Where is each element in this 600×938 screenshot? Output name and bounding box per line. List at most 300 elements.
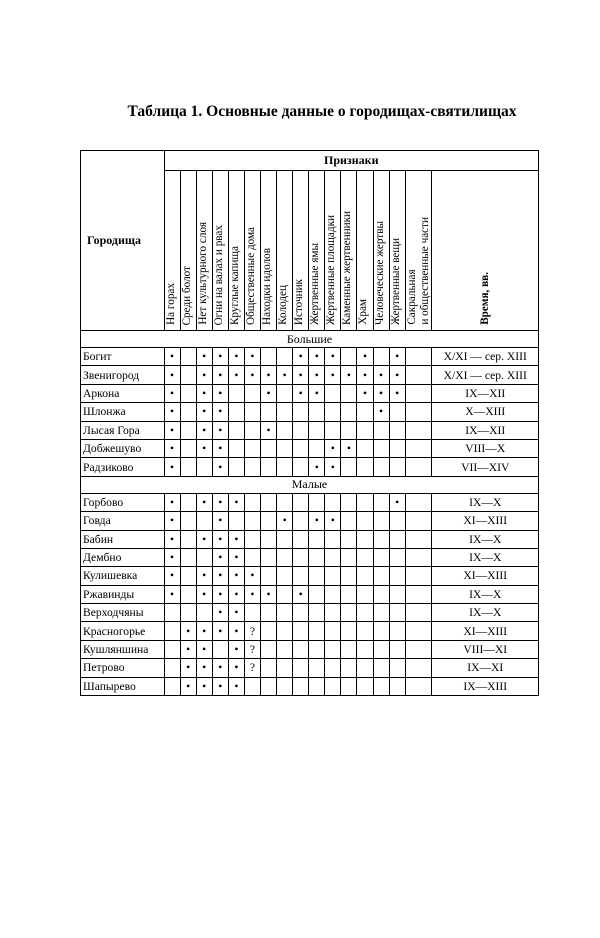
site-name: Петрово [81,659,165,677]
table-row [81,585,539,603]
table-caption: Таблица 1. Основные данные о городищах-святилищах [127,103,517,120]
site-name: Аркона [81,384,165,402]
site-time: IX—XI [432,659,539,677]
feature-mark [309,622,325,640]
feature-mark [405,421,432,439]
feature-mark: • [212,604,228,622]
feature-header-label: Колодец [277,285,290,325]
feature-header-label: Круглые капища [228,245,241,325]
feature-mark: • [196,493,212,511]
site-time: IX—X [432,493,539,511]
feature-mark [228,403,244,421]
feature-mark: • [341,366,357,384]
feature-mark [325,640,341,658]
feature-mark: • [293,384,309,402]
feature-mark [373,640,389,658]
feature-mark [260,439,276,457]
feature-mark [389,622,405,640]
feature-mark: • [228,622,244,640]
site-time: VII—XIV [432,458,539,476]
feature-mark [228,439,244,457]
feature-mark [373,548,389,566]
feature-mark [180,512,196,530]
feature-mark: • [196,640,212,658]
site-time: VIII—X [432,439,539,457]
feature-mark [277,640,293,658]
site-time: X/XI — сер. XIII [432,348,539,366]
feature-mark: • [212,439,228,457]
feature-mark [260,548,276,566]
feature-header [228,170,244,330]
feature-mark [244,439,260,457]
feature-mark [373,493,389,511]
header-time [432,170,539,330]
feature-mark [293,548,309,566]
feature-mark [325,548,341,566]
feature-mark: • [180,640,196,658]
feature-mark: • [309,512,325,530]
site-time: VIII—XI [432,640,539,658]
feature-mark [325,403,341,421]
feature-mark [373,512,389,530]
site-time: IX—X [432,604,539,622]
feature-header [212,170,228,330]
feature-mark [260,659,276,677]
feature-mark [293,421,309,439]
feature-mark [293,659,309,677]
feature-mark [341,530,357,548]
header-town: Городища [81,151,165,331]
feature-mark: • [212,421,228,439]
feature-mark [180,439,196,457]
feature-mark [228,421,244,439]
site-time: IX—X [432,585,539,603]
feature-mark [325,530,341,548]
feature-header [180,170,196,330]
feature-mark [277,677,293,695]
feature-mark [244,493,260,511]
feature-header [405,170,432,330]
site-time: XI—XIII [432,622,539,640]
feature-mark: • [196,567,212,585]
feature-mark: • [389,493,405,511]
feature-mark: • [164,512,180,530]
feature-header-label: Жертвенные ямы [309,243,322,325]
feature-mark [405,622,432,640]
feature-mark [260,512,276,530]
table-row [81,512,539,530]
feature-mark [293,640,309,658]
feature-mark [373,348,389,366]
feature-mark [244,604,260,622]
feature-mark [373,585,389,603]
feature-mark [389,640,405,658]
feature-mark: • [357,366,373,384]
table-row [81,548,539,566]
feature-mark: • [293,348,309,366]
feature-mark: • [196,439,212,457]
feature-mark [277,548,293,566]
feature-mark [309,640,325,658]
feature-mark [389,458,405,476]
feature-mark [293,604,309,622]
feature-mark: • [389,348,405,366]
feature-mark [357,512,373,530]
feature-mark: • [212,530,228,548]
feature-mark [293,458,309,476]
section-title: Малые [81,476,539,493]
feature-mark: • [212,659,228,677]
feature-mark [309,585,325,603]
feature-mark [389,677,405,695]
feature-mark: • [373,384,389,402]
feature-mark [389,548,405,566]
feature-mark: • [164,366,180,384]
feature-mark: • [212,677,228,695]
feature-mark [341,384,357,402]
feature-mark: • [244,366,260,384]
site-name: Добжешуво [81,439,165,457]
feature-mark: • [244,567,260,585]
feature-mark: • [228,604,244,622]
feature-mark [277,384,293,402]
site-name: Кулишевка [81,567,165,585]
feature-mark [309,421,325,439]
feature-mark [244,403,260,421]
feature-mark [357,530,373,548]
feature-mark [180,585,196,603]
feature-mark: • [373,403,389,421]
feature-mark [405,604,432,622]
feature-mark [309,677,325,695]
section-title: Большие [81,331,539,348]
feature-mark [260,677,276,695]
feature-mark [341,512,357,530]
feature-mark [341,677,357,695]
feature-mark [228,384,244,402]
feature-mark: • [309,458,325,476]
feature-mark: • [325,366,341,384]
site-time: XI—XIII [432,567,539,585]
feature-mark [373,604,389,622]
table-row [81,366,539,384]
feature-mark [405,493,432,511]
feature-mark: • [341,439,357,457]
feature-mark [309,659,325,677]
feature-mark [405,348,432,366]
feature-mark [164,604,180,622]
site-name: Звенигород [81,366,165,384]
feature-mark: • [180,622,196,640]
feature-header-label: Храм [357,299,370,325]
feature-mark: • [389,384,405,402]
feature-mark [357,585,373,603]
feature-mark [341,622,357,640]
feature-header-label: Жертвенные площадки [325,214,338,325]
feature-mark [325,585,341,603]
feature-mark [341,585,357,603]
feature-mark [180,348,196,366]
feature-mark: • [277,512,293,530]
feature-mark [341,403,357,421]
feature-mark [373,622,389,640]
table-row [81,604,539,622]
feature-mark [357,548,373,566]
feature-mark [277,493,293,511]
feature-mark [389,585,405,603]
feature-mark [341,458,357,476]
site-name: Ржавинды [81,585,165,603]
feature-mark: • [164,585,180,603]
feature-mark: • [325,512,341,530]
feature-header-label: Человеческие жертвы [373,220,386,325]
feature-mark [277,530,293,548]
feature-mark: • [212,548,228,566]
site-time: X/XI — сер. XIII [432,366,539,384]
feature-mark [277,604,293,622]
table-row [81,677,539,695]
feature-mark: • [309,366,325,384]
feature-mark: • [196,585,212,603]
feature-mark [389,403,405,421]
feature-mark: • [196,677,212,695]
feature-mark: • [164,384,180,402]
feature-mark: • [277,366,293,384]
feature-mark [293,512,309,530]
feature-mark: • [212,384,228,402]
feature-mark [260,403,276,421]
feature-mark: • [260,585,276,603]
table-header [81,151,539,331]
feature-mark [244,384,260,402]
feature-mark: • [196,530,212,548]
feature-mark: • [244,348,260,366]
feature-mark [164,659,180,677]
feature-mark [373,421,389,439]
feature-mark: • [293,585,309,603]
site-time: IX—X [432,548,539,566]
feature-mark: • [325,458,341,476]
feature-mark [341,604,357,622]
feature-header-label: Находки идолов [260,248,273,325]
feature-mark [164,622,180,640]
feature-mark [357,567,373,585]
feature-mark [244,512,260,530]
feature-mark: • [212,585,228,603]
feature-header [341,170,357,330]
feature-mark [180,384,196,402]
feature-mark [309,403,325,421]
feature-mark: • [325,439,341,457]
feature-mark [244,421,260,439]
feature-mark [373,567,389,585]
feature-mark: • [212,493,228,511]
feature-mark [357,677,373,695]
feature-mark [389,439,405,457]
feature-mark: • [164,530,180,548]
feature-mark: • [260,366,276,384]
feature-mark [260,348,276,366]
feature-mark [373,677,389,695]
feature-mark: • [164,493,180,511]
feature-mark: • [228,530,244,548]
feature-mark [309,567,325,585]
feature-mark: • [373,366,389,384]
feature-header-label: Огни на валах и рвах [212,224,225,325]
feature-mark [293,493,309,511]
table-row [81,530,539,548]
table-row [81,567,539,585]
feature-mark [309,439,325,457]
feature-mark: • [196,403,212,421]
feature-mark: • [228,659,244,677]
feature-mark [260,530,276,548]
feature-mark [277,439,293,457]
feature-header [357,170,373,330]
feature-mark [196,512,212,530]
feature-header-label: Нет культурного слоя [196,222,209,325]
feature-mark: • [164,458,180,476]
feature-mark [293,530,309,548]
feature-mark [293,677,309,695]
feature-mark [405,659,432,677]
feature-mark [293,403,309,421]
header-signs: Признаки [164,151,538,171]
feature-mark [244,677,260,695]
feature-mark [405,548,432,566]
feature-mark [260,622,276,640]
feature-mark [228,512,244,530]
feature-mark [180,421,196,439]
site-name: Верходчяны [81,604,165,622]
feature-header [325,170,341,330]
feature-mark [293,567,309,585]
feature-mark [277,348,293,366]
feature-mark [357,458,373,476]
feature-mark [325,622,341,640]
table-row [81,640,539,658]
feature-mark [180,366,196,384]
feature-mark: • [196,384,212,402]
feature-mark [325,677,341,695]
feature-mark: • [212,458,228,476]
feature-mark [373,530,389,548]
feature-mark: • [325,348,341,366]
feature-mark: • [293,366,309,384]
feature-header [260,170,276,330]
site-name: Дембно [81,548,165,566]
feature-mark: • [180,677,196,695]
table-row [81,421,539,439]
feature-mark [405,458,432,476]
feature-mark [389,567,405,585]
feature-mark: • [228,677,244,695]
feature-mark: • [228,567,244,585]
feature-mark [180,458,196,476]
feature-mark: • [309,384,325,402]
feature-mark: • [164,403,180,421]
feature-mark [357,622,373,640]
feature-mark [325,659,341,677]
site-name: Говда [81,512,165,530]
feature-mark [357,604,373,622]
feature-mark [405,403,432,421]
feature-mark [293,439,309,457]
feature-mark: • [228,493,244,511]
feature-mark [293,622,309,640]
feature-header [389,170,405,330]
feature-mark: • [164,348,180,366]
feature-mark [180,567,196,585]
feature-mark [309,530,325,548]
site-name: Богит [81,348,165,366]
feature-mark: • [164,439,180,457]
feature-mark: • [212,366,228,384]
feature-header-label: Каменные жертвенники [341,210,354,325]
feature-mark [244,530,260,548]
feature-mark [277,567,293,585]
feature-header-label: На горах [164,283,177,325]
feature-header [196,170,212,330]
feature-mark [389,421,405,439]
feature-mark: ? [244,622,260,640]
feature-mark [405,512,432,530]
feature-mark: • [228,366,244,384]
feature-mark [341,659,357,677]
feature-mark: • [357,348,373,366]
feature-mark [180,403,196,421]
feature-mark: • [196,348,212,366]
feature-mark [389,530,405,548]
feature-header [244,170,260,330]
feature-mark [325,567,341,585]
feature-mark: • [196,421,212,439]
feature-mark [325,493,341,511]
table-row [81,458,539,476]
feature-mark: • [212,512,228,530]
table-row [81,403,539,421]
site-name: Бабин [81,530,165,548]
feature-mark: • [228,548,244,566]
feature-mark [357,493,373,511]
feature-mark [389,512,405,530]
feature-mark: • [260,384,276,402]
feature-mark: • [164,548,180,566]
feature-mark [277,585,293,603]
site-time: IX—XIII [432,677,539,695]
section-row [81,331,539,348]
section-row [81,476,539,493]
table-row [81,384,539,402]
feature-header-label: Общественные дома [244,227,257,325]
feature-mark [277,421,293,439]
feature-mark [405,530,432,548]
feature-mark [357,439,373,457]
feature-mark [357,421,373,439]
feature-header [309,170,325,330]
feature-mark [389,659,405,677]
feature-mark [357,659,373,677]
site-time: X—XIII [432,403,539,421]
feature-header-label: Среди болот [180,265,193,325]
feature-mark [260,604,276,622]
feature-mark [341,640,357,658]
site-name: Кушляншина [81,640,165,658]
feature-mark [277,622,293,640]
feature-mark: • [212,622,228,640]
feature-mark: • [228,640,244,658]
site-time: IX—XII [432,421,539,439]
